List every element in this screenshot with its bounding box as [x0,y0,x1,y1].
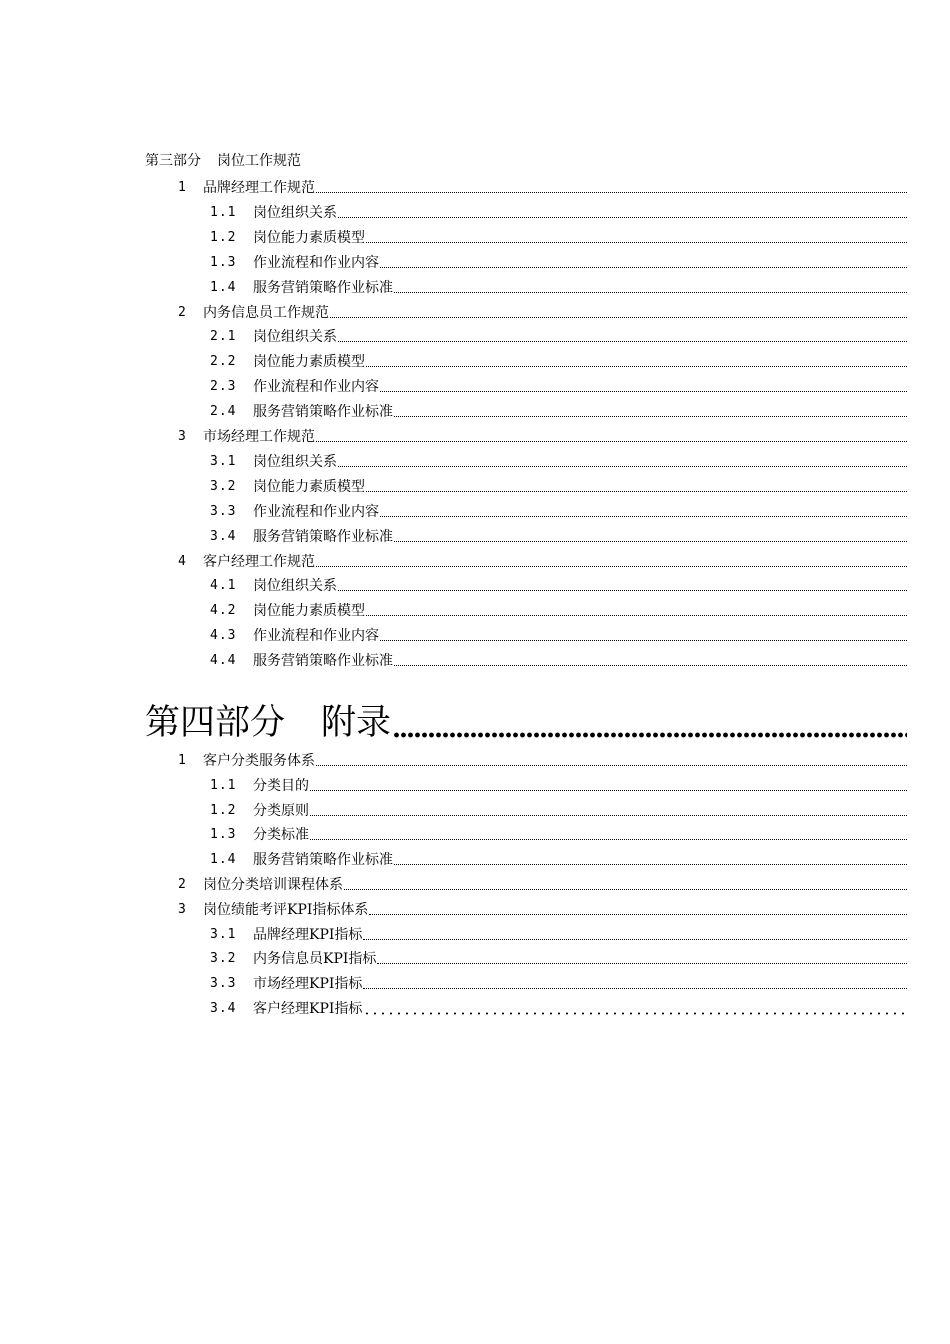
toc-entry-number: 3.1 [210,926,237,942]
toc-entry-number: 2.3 [210,379,237,395]
toc-entry-number: 2.4 [210,404,237,420]
toc-entry-number: 1.3 [210,254,237,270]
toc-entry[interactable] [145,994,907,1018]
toc-entry-number: 2 [178,304,187,320]
toc-entry-label: 岗位能力素质模型 [253,229,365,246]
toc-entry-number: 1.3 [210,827,237,843]
toc-entry-number: 3.4 [210,528,237,544]
toc-entry-label: 内务信息员工作规范 [203,304,329,321]
dot-leader [380,516,907,517]
dot-leader [394,416,907,417]
dot-leader [394,292,907,293]
toc-entry-label: 品牌经理KPI指标 [253,926,363,943]
dot-leader [394,864,907,865]
toc-entry-label: 客户经理工作规范 [203,553,315,570]
toc-entry-label: 岗位组织关系 [253,453,337,470]
toc-entry-label: 市场经理KPI指标 [253,976,363,993]
toc-entry-number: 1.1 [210,204,237,220]
toc-entry-number: 1 [178,180,187,195]
dot-leader [394,541,907,542]
toc-entry[interactable] [145,447,907,471]
toc-entry-number: 2 [178,877,187,892]
toc-entry[interactable] [145,472,907,496]
toc-entry-label: 岗位能力素质模型 [253,478,365,495]
part3-title: 第三部分 [145,153,201,169]
toc-entry[interactable] [145,422,907,446]
dot-leader [377,963,907,964]
toc-entry-label: 服务营销策略作业标准 [253,852,393,869]
dot-leader [310,839,907,840]
dot-leader [344,889,907,890]
dot-leader [338,590,907,591]
toc-entry-number: 3.2 [210,478,237,494]
dot-leader [338,466,907,467]
toc-entry[interactable] [145,571,907,595]
dot-leader [316,765,907,766]
dot-leader [366,242,907,243]
toc-entry[interactable] [145,248,907,272]
toc-entry[interactable] [145,746,907,770]
dot-leader [316,192,907,193]
toc-entry-label: 分类标准 [253,827,309,844]
dot-leader [330,317,907,318]
toc-entry-number: 2.2 [210,354,237,370]
toc-entry[interactable] [145,969,907,993]
toc-entry-label: 岗位组织关系 [253,578,337,595]
toc-entry-number: 3.1 [210,453,237,469]
toc-entry[interactable] [145,621,907,645]
toc-entry-label: 服务营销策略作业标准 [253,279,393,296]
dot-leader [380,267,907,268]
dot-leader [316,441,907,442]
toc-entry-number: 1 [178,753,187,768]
dot-leader [394,665,907,666]
toc-entry-label: 岗位组织关系 [253,204,337,221]
dot-leader [316,566,907,567]
toc-entry[interactable] [145,198,907,222]
toc-entry-number: 4.2 [210,603,237,619]
part4-heading [145,700,907,744]
toc-entry[interactable] [145,547,907,571]
toc-entry-label: 服务营销策略作业标准 [253,404,393,421]
dot-leader [369,914,907,915]
toc-entry-label: 服务营销策略作业标准 [253,528,393,545]
toc-entry[interactable] [145,298,907,322]
toc-entry[interactable] [145,347,907,371]
dot-leader [393,732,907,738]
toc-entry[interactable] [145,771,907,795]
toc-entry-number: 1.4 [210,279,237,295]
toc-entry-number: 3 [178,429,187,444]
part3-heading [145,151,301,171]
toc-entry-number: 1.2 [210,802,237,818]
toc-entry[interactable] [145,372,907,396]
dot-leader [310,815,907,816]
dot-leader [338,341,907,342]
toc-entry-number: 4.1 [210,578,237,594]
toc-entry-label: 客户经理KPI指标 [253,1001,363,1017]
dot-leader [363,988,907,989]
toc-entry-label: 市场经理工作规范 [203,429,315,445]
toc-entry-label: 岗位分类培训课程体系 [203,877,343,893]
dot-leader [366,491,907,492]
dot-leader [380,640,907,641]
toc-entry-label: 分类原则 [253,802,309,819]
toc-entry[interactable] [145,273,907,297]
toc-entry[interactable] [145,522,907,546]
toc-entry-number: 2.1 [210,329,237,345]
toc-entry-number: 3.4 [210,1001,237,1016]
dot-leader [310,790,907,791]
toc-entry-number: 3.3 [210,503,237,519]
toc-entry-label: 客户分类服务体系 [203,753,315,769]
toc-entry[interactable] [145,820,907,844]
toc-entry-label: 岗位绩能考评KPI指标体系 [203,901,369,918]
toc-entry-label: 分类目的 [253,777,309,794]
toc-entry-number: 3 [178,901,187,917]
part3-subtitle: 岗位工作规范 [217,153,301,169]
toc-entry[interactable] [145,596,907,620]
toc-entry[interactable] [145,895,907,919]
toc-entry[interactable] [145,845,907,869]
toc-entry[interactable] [145,920,907,944]
toc-entry-label: 岗位能力素质模型 [253,354,365,371]
toc-entry[interactable] [145,646,907,670]
dot-leader [338,217,907,218]
toc-entry[interactable] [145,173,907,197]
toc-entry-label: 作业流程和作业内容 [253,379,379,396]
dot-leader [363,1012,907,1015]
toc-entry-label: 岗位能力素质模型 [253,603,365,620]
toc-entry-number: 4.4 [210,653,237,669]
toc-entry-label: 内务信息员KPI指标 [253,951,377,968]
part4-title: 第四部分 [145,703,286,743]
toc-entry-number: 1.4 [210,852,237,868]
toc-entry-label: 作业流程和作业内容 [253,503,379,520]
toc-entry-label: 作业流程和作业内容 [253,628,379,645]
toc-entry[interactable] [145,322,907,346]
toc-entry[interactable] [145,796,907,820]
toc-entry-label: 品牌经理工作规范 [203,180,315,196]
part4-subtitle: 附录 [321,703,392,743]
toc-entry[interactable] [145,870,907,894]
toc-entry-number: 1.2 [210,229,237,245]
toc-entry-number: 4.3 [210,628,237,644]
toc-entry-label: 作业流程和作业内容 [253,254,379,271]
toc-entry-number: 1.1 [210,777,237,793]
toc-entry[interactable] [145,223,907,247]
toc-entry-label: 岗位组织关系 [253,329,337,346]
dot-leader [363,939,907,940]
toc-entry-label: 服务营销策略作业标准 [253,653,393,670]
dot-leader [380,391,907,392]
toc-entry[interactable] [145,497,907,521]
dot-leader [366,366,907,367]
toc-entry-number: 4 [178,553,187,569]
toc-entry[interactable] [145,944,907,968]
dot-leader [366,615,907,616]
toc-entry[interactable] [145,397,907,421]
toc-entry-number: 3.2 [210,951,237,967]
toc-entry-number: 3.3 [210,976,237,992]
